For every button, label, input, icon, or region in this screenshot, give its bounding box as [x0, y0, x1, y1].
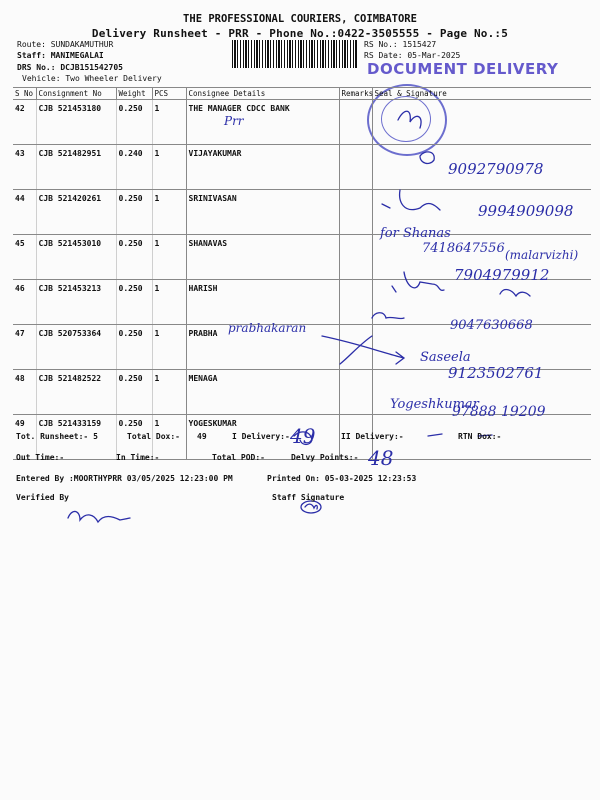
cell-consignment: CJB 521420261: [36, 190, 116, 235]
handwritten-phone: 9047630668: [450, 318, 533, 333]
col-seal-signature: Seal & Signature: [372, 88, 591, 100]
col-pcs: PCS: [152, 88, 186, 100]
signature-scribble: [392, 272, 444, 292]
cell-sno: 42: [13, 100, 36, 145]
in-time-label: In Time:-: [116, 453, 160, 462]
handwritten-name: Yogeshkumar: [390, 397, 479, 412]
delvy-points-label: Delvy Points:-: [291, 453, 359, 462]
i-delivery-handwritten: 49: [290, 424, 316, 448]
out-time-label: Out Time:-: [16, 453, 65, 462]
col-weight: Weight: [116, 88, 152, 100]
rtn-dox-label: RTN Dox:-: [458, 432, 502, 441]
delvy-points-handwritten: 48: [368, 446, 394, 470]
handwritten-initials: Prr: [224, 114, 244, 128]
cell-sno: 48: [13, 370, 36, 415]
handwritten-phone: 9994909098: [478, 202, 574, 220]
signature-scribble: [382, 190, 440, 210]
runsheet-subtitle: Delivery Runsheet - PRR - Phone No.:0422-3505555 - Page No.:5: [91, 27, 509, 40]
verifier-signature: [68, 511, 130, 522]
cell-consignee: THE MANAGER CDCC BANK: [186, 100, 339, 145]
staff-signature-label: Staff Signature: [272, 493, 345, 502]
entered-by: Entered By :MOORTHYPRR 03/05/2025 12:23:00 PM: [16, 474, 233, 483]
cell-pcs: 1: [152, 145, 186, 190]
cell-consignment: CJB 521482951: [36, 145, 116, 190]
handwritten-phone: 9123502761: [448, 364, 544, 382]
col-consignee: Consignee Details: [186, 88, 339, 100]
cell-sno: 46: [13, 280, 36, 325]
cell-pcs: 1: [152, 415, 186, 460]
tot-runsheet: Tot. Runsheet:- 5: [16, 432, 98, 441]
total-pod-label: Total POD:-: [212, 453, 265, 462]
total-dox-value: 49: [197, 432, 207, 441]
cell-weight: 0.250: [116, 100, 152, 145]
verified-by-label: Verified By: [16, 493, 69, 502]
cell-weight: 0.240: [116, 145, 152, 190]
cell-consignee: MENAGA: [186, 370, 339, 415]
i-delivery-label: I Delivery:-: [232, 432, 290, 441]
document-delivery-stamp: DOCUMENT DELIVERY: [367, 60, 559, 78]
handwritten-name: Saseela: [420, 350, 471, 365]
route-label: Route: SUNDAKAMUTHUR: [17, 40, 114, 49]
cell-consignment: CJB 520753364: [36, 325, 116, 370]
cell-weight: 0.250: [116, 235, 152, 280]
drs-label: DRS No.:: [17, 63, 56, 72]
cell-pcs: 1: [152, 100, 186, 145]
cell-consignment: CJB 521482522: [36, 370, 116, 415]
company-title: THE PROFESSIONAL COURIERS, COIMBATORE: [183, 13, 417, 25]
cell-consignee: SRINIVASAN: [186, 190, 339, 235]
cell-consignment: CJB 521453213: [36, 280, 116, 325]
rs-number: RS No.: 1515427: [364, 40, 437, 49]
signature-scribble: [372, 313, 404, 319]
ii-delivery-label: II Delivery:-: [341, 432, 404, 441]
col-remarks: Remarks: [339, 88, 372, 100]
cell-weight: 0.250: [116, 370, 152, 415]
cell-consignee: YOGESKUMAR: [186, 415, 339, 460]
drs-value: DCJB151542705: [60, 63, 123, 72]
total-dox-label: Total Dox:-: [127, 432, 180, 441]
printed-on: Printed On: 05-03-2025 12:23:53: [267, 474, 417, 483]
cell-consignee: VIJAYAKUMAR: [186, 145, 339, 190]
handwritten-note: (malarvizhi): [505, 248, 579, 262]
cell-weight: 0.250: [116, 415, 152, 460]
handwritten-phone: 7904979912: [454, 266, 550, 284]
cell-sno: 47: [13, 325, 36, 370]
staff-label: Staff: MANIMEGALAI: [17, 51, 104, 60]
cell-weight: 0.250: [116, 325, 152, 370]
cell-consignment: CJB 521433159: [36, 415, 116, 460]
col-sno: S No: [13, 88, 36, 100]
cell-pcs: 1: [152, 280, 186, 325]
handwritten-phone: 9092790978: [448, 160, 544, 178]
staff-signature-mark: [301, 501, 321, 513]
cell-sno: 45: [13, 235, 36, 280]
handwritten-phone: 7418647556: [422, 241, 505, 256]
handwritten-phone: 97888 19209: [452, 404, 546, 420]
rs-date: RS Date: 05-Mar-2025: [364, 51, 461, 60]
cell-consignee: HARISH: [186, 280, 339, 325]
cell-consignment: CJB 521453180: [36, 100, 116, 145]
handwritten-name: prabhakaran: [228, 321, 307, 335]
cell-pcs: 1: [152, 235, 186, 280]
arrow-mark: [340, 336, 372, 364]
cell-consignment: CJB 521453010: [36, 235, 116, 280]
cell-sno: 49: [13, 415, 36, 460]
signature-scribble: [420, 152, 434, 164]
cell-pcs: 1: [152, 370, 186, 415]
cell-weight: 0.250: [116, 190, 152, 235]
signature-scribble: [398, 111, 421, 128]
col-consignment: Consignment No: [36, 88, 116, 100]
cell-consignee: PRABHA: [186, 325, 339, 370]
cell-weight: 0.250: [116, 280, 152, 325]
cell-sno: 43: [13, 145, 36, 190]
cell-pcs: 1: [152, 325, 186, 370]
vehicle-label: Vehicle: Two Wheeler Delivery: [22, 74, 162, 83]
cell-pcs: 1: [152, 190, 186, 235]
cell-consignee: SHANAVAS: [186, 235, 339, 280]
arrow-mark: [322, 336, 404, 364]
signature-scribble: [500, 290, 530, 296]
handwritten-note: for Shanas: [380, 226, 451, 241]
cell-sno: 44: [13, 190, 36, 235]
